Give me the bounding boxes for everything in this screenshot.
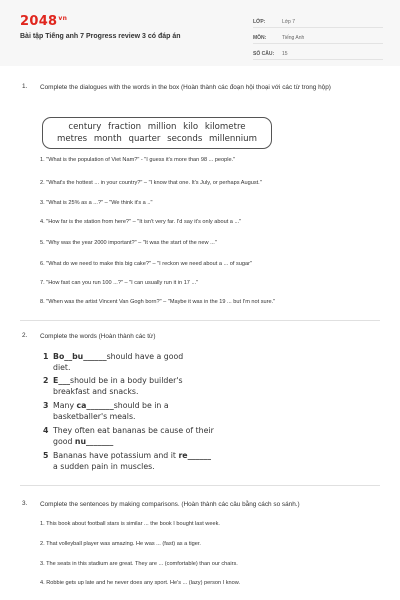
word-box-word: metres (57, 134, 88, 144)
word-exercise-item-5 (43, 451, 283, 472)
meta-value: Lớp 7 (282, 19, 296, 25)
meta-value: Tiếng Anh (282, 35, 305, 41)
word-exercise-item-3 (43, 401, 283, 422)
document-header (0, 0, 400, 66)
section-divider (20, 320, 380, 321)
document-meta (253, 14, 383, 62)
list-item: 2. "What's the hottest ... in your country?" – "I know that one. It's July, or perhaps August." (40, 180, 262, 186)
word-box-word: quarter (128, 134, 161, 144)
logo-text: 2048 (20, 14, 58, 29)
item-text: should have a good (106, 352, 184, 361)
meta-row-subject (253, 30, 383, 44)
word-box-word: kilometre (204, 122, 246, 132)
list-item: 8. "When was the artist Vincent Van Gogh born?" – "Maybe it was in the 19 ... but I'm not sure." (40, 299, 276, 305)
list-item: 6. "What do we need to make this big cake?" – "I reckon we need about a ... of sugar" (40, 261, 252, 267)
list-item: 3. The seats in this stadium are great. They are ... (comfortable) than our chairs. (40, 561, 238, 567)
item-text: basketballer's meals. (53, 411, 136, 421)
item-text: should be in a (113, 401, 169, 410)
word-box-word: fraction (108, 122, 142, 132)
item-text: breakfast and snacks. (53, 386, 139, 396)
item-text: a sudden pain in muscles. (53, 461, 155, 471)
word-blank: Bo__bu______ (53, 352, 107, 361)
item-number: 1 (43, 352, 49, 361)
word-blank: re______ (178, 451, 211, 460)
question-number: 2. (22, 332, 28, 339)
item-text: Bananas have potassium and it (53, 451, 179, 460)
item-text: should be in a body builder's (70, 376, 183, 385)
word-exercise-item-2 (43, 376, 283, 397)
meta-label: SỐ CÂU: (253, 51, 275, 57)
word-box-word: million (147, 122, 177, 132)
item-number: 4 (43, 426, 49, 435)
item-text: good (53, 436, 75, 446)
site-logo[interactable] (20, 14, 67, 29)
item-number: 2 (43, 376, 49, 385)
document-title: Bài tập Tiếng anh 7 Progress review 3 có đáp án (20, 33, 181, 40)
question-instruction: Complete the sentences by making comparisons. (Hoàn thành các câu bằng cách so sánh.) (40, 501, 300, 508)
word-exercise-item-4 (43, 426, 283, 447)
word-box (42, 117, 272, 149)
list-item: 2. That volleyball player was amazing. He was ... (fast) as a tiger. (40, 541, 201, 547)
meta-label: LỚP: (253, 19, 266, 25)
word-box-word: month (93, 134, 122, 144)
meta-label: MÔN: (253, 35, 267, 41)
item-number: 5 (43, 451, 49, 460)
question-number: 1. (22, 83, 28, 90)
meta-row-grade (253, 14, 383, 28)
word-box-word: kilo (183, 122, 199, 132)
list-item: 1. This book about football stars is similar ... the book I bought last week. (40, 521, 220, 527)
item-number: 3 (43, 401, 49, 410)
item-text: They often eat bananas be cause of their (53, 426, 214, 435)
meta-value: 15 (282, 51, 288, 57)
word-box-word: century (68, 122, 102, 132)
word-blank: E___ (53, 376, 71, 385)
list-item: 3. "What is 25% as a ...?" – "We think it's a .." (40, 200, 153, 206)
word-box-word: millennium (209, 134, 257, 144)
section-divider (20, 485, 380, 486)
word-blank: nu_______ (74, 436, 114, 446)
logo-suffix: vn (58, 14, 68, 22)
list-item: 1. "What is the population of Viet Nam?" - "I guess it's more than 98 ... people." (40, 157, 236, 163)
question-number: 3. (22, 500, 28, 507)
list-item: 7. "How fast can you run 100 ...?" – "I can usually run it in 17 ..." (40, 280, 199, 286)
list-item: 4. "How far is the station from here?" – "It isn't very far. I'd say it's only about a ..." (40, 219, 242, 225)
word-box-word: seconds (167, 134, 203, 144)
item-text: diet. (53, 362, 71, 372)
word-blank: ca_______ (76, 401, 114, 410)
item-text: Many (53, 401, 77, 410)
list-item: 4. Robbie gets up late and he never does any sport. He's ... (lazy) person I know. (40, 580, 241, 586)
question-instruction: Complete the words (Hoàn thành các từ) (40, 333, 156, 340)
meta-row-count (253, 46, 383, 60)
list-item: 5. "Why was the year 2000 important?" – "It was the start of the new ..." (40, 240, 217, 246)
question-instruction: Complete the dialogues with the words in the box (Hoàn thành các đoạn hội thoại với các từ trong hộp) (40, 84, 331, 91)
word-exercise-item-1 (43, 352, 283, 373)
